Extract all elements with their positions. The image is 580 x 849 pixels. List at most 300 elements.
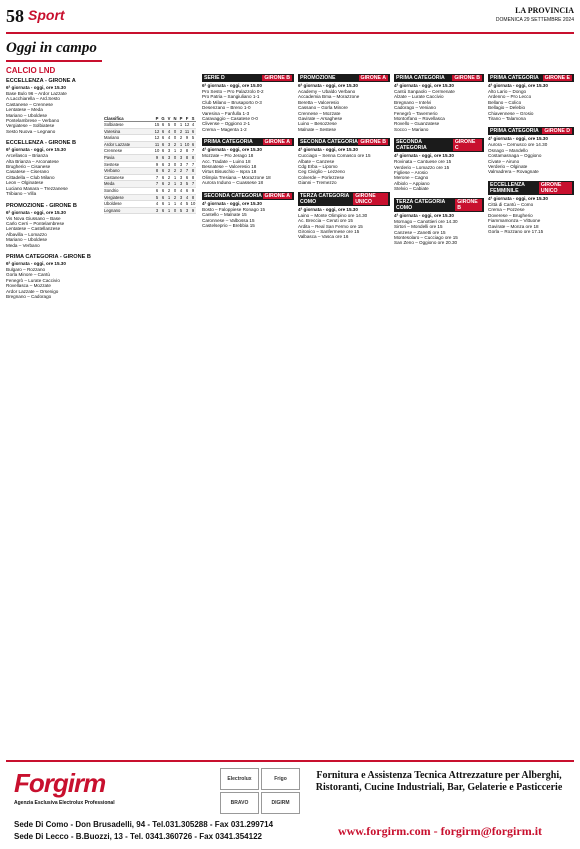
match-line: Vis Nova Giussano – Base	[6, 215, 61, 221]
standings-value: 10	[190, 201, 196, 207]
standings-value: 0	[173, 135, 177, 141]
group-title: ECCELLENZA - GIRONE A	[6, 78, 76, 84]
standings-value: 1	[173, 148, 177, 154]
match-line: Fenegrò – Lurate Caccivio	[6, 277, 60, 283]
standings-value: 9	[185, 135, 189, 141]
standings-value: 7	[191, 148, 195, 154]
standings-value: 6	[161, 128, 165, 134]
match-line: Gianni – Tremezzo	[298, 180, 337, 186]
match-line: Albavilla – Lomazzo	[6, 231, 47, 237]
match-line: Varesina – Fanfulla 1-3	[202, 110, 250, 116]
standings-value: 10	[154, 148, 160, 154]
standings-value: 1	[167, 207, 171, 213]
standings-value: 7	[185, 168, 189, 174]
group-block	[394, 198, 484, 246]
team-name: Crennese	[104, 148, 123, 154]
standings-value: 5	[155, 194, 159, 200]
standings-row	[104, 155, 196, 162]
group-block	[6, 140, 98, 196]
match-line: Leon – Olginatese	[6, 180, 44, 186]
group-tag: GIRONE B	[454, 75, 480, 81]
match-line: Montorfano – Rovellasca	[394, 116, 445, 122]
standings-value: 6	[161, 122, 165, 127]
standings-col-head: F	[185, 116, 189, 121]
match-line: Cantello – Malnate 15	[202, 212, 247, 218]
section-title: Sport	[28, 7, 65, 23]
standings-row	[104, 135, 196, 142]
standings-value: 6	[161, 201, 165, 207]
standings-row	[104, 195, 196, 202]
ad-office-como: Sede Di Como - Don Brusadelli, 94 - Tel.031.305288 - Fax 031.299714	[14, 820, 274, 829]
standings-value: 3	[155, 207, 159, 213]
round-info: 4ª giornata - oggi, ore 15.30	[394, 212, 454, 218]
match-line: Vergiatese – Solbiatese	[6, 123, 55, 129]
standings-value: 2	[179, 135, 183, 141]
standings-value: 11	[154, 141, 160, 147]
standings-col-head: P	[155, 116, 159, 121]
standings-value: 3	[179, 161, 183, 167]
group-title: TERZA CATEGORIA COMO	[396, 198, 446, 211]
standings-value: 8	[191, 174, 195, 180]
match-line: Virtus Bisuschio – Ispra 18	[202, 169, 257, 175]
group-title: ECCELLENZA FEMMINILE	[490, 181, 525, 194]
match-line: Crema – Magenta 1-2	[202, 126, 247, 132]
match-line: Civate – Airuno	[488, 158, 520, 164]
standings-value: 8	[185, 148, 189, 154]
match-line: Ardita – Real San Fermo ore 15	[298, 223, 363, 229]
match-line: Academy – Ubaldo Verbano	[298, 89, 356, 94]
standings-value: 6	[161, 154, 165, 160]
match-line: Ceg Civiglio – Lezzeno	[298, 169, 345, 175]
standings-value: 2	[179, 128, 183, 134]
standings-row	[104, 142, 196, 149]
standings-value: 9	[191, 207, 195, 213]
match-line: Pro Patria – Sangiuliano 1-1	[202, 94, 260, 100]
team-name: Varesina	[104, 128, 121, 134]
match-line: Mariano – Uboldese	[6, 237, 48, 243]
standings-value: 8	[185, 154, 189, 160]
page-number: 58	[6, 6, 24, 26]
team-name: Uboldese	[104, 201, 122, 207]
match-line: Alto Lario – Dongo	[488, 89, 527, 94]
standings-value: 2	[173, 194, 177, 200]
match-line: Mornago – Canottieri ore 14.30	[394, 218, 458, 224]
group-title: SERIE D	[204, 75, 225, 81]
standings-value: 0	[173, 161, 177, 167]
match-line: Aurora – Cernusco ore 14.30	[488, 142, 548, 148]
standings-value: 6	[161, 161, 165, 167]
round-info: 6ª giornata - oggi, ore 15.00	[202, 83, 262, 88]
match-line: Figliese – Arosio	[394, 170, 428, 176]
standings-row	[104, 175, 196, 182]
standings-col-head: G	[161, 116, 165, 121]
match-line: Tribiano – Villa	[6, 191, 37, 197]
standings-value: 5	[185, 181, 189, 187]
round-info: 4ª giornata - oggi, ore 15.30	[394, 83, 454, 88]
group-title: TERZA CATEGORIA COMO	[300, 192, 350, 205]
standings-value: 6	[161, 194, 165, 200]
match-line: Alzate – Lurate Caccivio	[394, 94, 444, 100]
standings-value: 2	[167, 187, 171, 193]
ad-tagline: Agenzia Esclusiva Electrolux Professional	[14, 800, 115, 806]
group-block	[202, 138, 294, 185]
brand-logo: DIGIRM	[261, 792, 300, 814]
standings-row	[104, 129, 196, 136]
match-line: Crema – Pozzese	[488, 207, 525, 213]
group-block	[298, 192, 390, 240]
match-line: Bulgaro – Rozzano	[6, 266, 46, 272]
standings-value: 3	[167, 141, 171, 147]
match-line: Cucciago – Senna Comasco ore 15	[298, 153, 371, 159]
match-line: Stelvio – Cabiate	[394, 186, 429, 192]
standings-value: 5	[185, 201, 189, 207]
team-name: Solbiatese	[104, 122, 124, 127]
standings-title: Classifica	[104, 116, 124, 121]
group-title: PROMOZIONE - GIRONE B	[6, 202, 77, 209]
group-header	[394, 74, 484, 82]
match-line: Bellano – Colico	[488, 99, 522, 105]
match-line: Caravaggio – Casatese 0-0	[202, 116, 258, 122]
match-line: Ac. Breccia – Ceruti ore 15	[298, 218, 353, 224]
standings-row	[104, 162, 196, 169]
match-line: Fenegrò – Tavernerio	[394, 110, 438, 116]
match-line: Bregnano – Intelvi	[394, 99, 432, 105]
column-6	[488, 74, 574, 754]
group-tag: GIRONE B	[264, 75, 290, 81]
round-info: 4ª giornata - oggi, ore 15.30	[298, 206, 358, 212]
match-line: Bregnano – Cadorago	[6, 293, 52, 299]
standings-value: 4	[155, 201, 159, 207]
standings-value: 0	[173, 207, 177, 213]
standings-value: 6	[191, 128, 195, 134]
column-5	[394, 74, 484, 754]
team-name: Verbano	[104, 168, 120, 174]
team-name: Ardor Lazzate	[104, 141, 131, 147]
group-header	[488, 127, 574, 135]
standings-value: 15	[154, 122, 160, 127]
match-line: Alta Brianza – Arconatese	[6, 158, 59, 164]
match-line: Colverde – Porlezzese	[298, 174, 345, 180]
standings-value: 6	[161, 187, 165, 193]
standings-value: 2	[167, 168, 171, 174]
match-line: Rovello – Guanzatese	[394, 121, 440, 127]
standings-value: 6	[161, 148, 165, 154]
match-line: Beretta – Valceresio	[298, 99, 340, 105]
round-info: 4ª giornata - oggi, ore 15.30	[202, 200, 262, 206]
match-line: Socco – Mariano	[394, 126, 429, 132]
standings-value: 9	[155, 154, 159, 160]
standings-value: 1	[179, 122, 183, 127]
standings-value: 7	[191, 161, 195, 167]
standings-value: 12	[154, 128, 160, 134]
standings-value: 2	[179, 168, 183, 174]
standings-row	[104, 201, 196, 208]
match-line: Casatese – Ciserano	[6, 169, 49, 175]
match-line: Besnatese – Valceresio 18	[202, 164, 257, 170]
round-info: 6ª giornata - oggi, ore 15.30	[6, 209, 66, 215]
group-block	[6, 78, 98, 134]
match-line: Rovellasca – Mozzate	[6, 283, 51, 289]
standings-value: 2	[173, 141, 177, 147]
match-line: Sirtori – Mondelli ore 15	[394, 224, 443, 230]
group-tag: GIRONE B	[360, 139, 386, 146]
match-line: Brugherio – Cisanese	[6, 164, 51, 170]
standings-value: 7	[191, 181, 195, 187]
match-line: Rovinata – Cantuese ore 15	[394, 159, 452, 165]
match-line: Chiavennese – Grosio	[488, 110, 534, 116]
group-block	[298, 74, 390, 132]
standings-value: 1	[167, 201, 171, 207]
match-line: Valmadrera – Rovagnate	[488, 169, 539, 175]
standings-value: 4	[179, 201, 183, 207]
ad-brand-logos	[220, 768, 300, 814]
standings-value: 3	[167, 154, 171, 160]
standings-value: 6	[185, 174, 189, 180]
brand-logo: Frigo	[261, 768, 300, 790]
standings-value: 2	[167, 181, 171, 187]
group-title: PRIMA CATEGORIA	[490, 75, 539, 81]
standings-value: 6	[185, 187, 189, 193]
ad-office-lecco: Sede Di Lecco - B.Buozzi, 13 - Tel. 0341.360726 - Fax 0341.354122	[14, 832, 262, 841]
group-tag: GIRONE B	[455, 199, 482, 211]
standings-value: 5	[179, 207, 183, 213]
rubric-title: Oggi in campo	[6, 40, 106, 58]
group-tag: GIRONE A	[264, 139, 290, 146]
standings-value: 2	[179, 148, 183, 154]
group-block	[6, 203, 98, 248]
ad-headline: Fornitura e Assistenza Tecnica Attrezzature per Alberghi, Ristoranti, Cucine Industriali, Bar, Gelaterie e Pasticcerie	[315, 770, 563, 793]
column-4	[298, 74, 390, 754]
standings-value: 1	[167, 194, 171, 200]
standings-value: 6	[161, 168, 165, 174]
standings-value: 3	[185, 207, 189, 213]
standings-value: 8	[191, 154, 195, 160]
match-line: Aurora Induno – Cuassese 18	[202, 180, 264, 186]
match-line: Castanese – Crennese	[6, 101, 53, 107]
ad-website-link[interactable]: www.forgirm.com - forgirm@forgirm.it	[337, 824, 543, 838]
group-block	[488, 181, 574, 234]
standings-value: 4	[167, 128, 171, 134]
match-line: Costamasnaga – Oggiono	[488, 153, 542, 159]
standings-value: 3	[167, 148, 171, 154]
group-header	[394, 138, 484, 152]
match-line: Crennese – Mozzate	[298, 110, 341, 116]
standings-row	[104, 208, 196, 215]
match-line: Osnago – Mandello	[488, 147, 528, 153]
group-tag: GIRONE A	[360, 75, 386, 81]
match-line: Gorla Minore – Cantù	[6, 272, 50, 278]
match-line: Ardor Lazzate – Orsenigo	[6, 288, 59, 294]
team-name: Castanese	[104, 174, 125, 180]
standings-value: 3	[179, 174, 183, 180]
match-line: Albate – Canzese	[298, 158, 335, 164]
group-tag: GIRONE E	[544, 75, 570, 81]
match-line: A.Lacchiarella – Ard.Sesto	[6, 96, 60, 102]
team-name: Mariano	[104, 135, 120, 141]
group-block	[202, 74, 294, 132]
group-title: PROMOZIONE	[300, 75, 336, 81]
match-line: Pro Sesto – Pro Palazzolo 0-2	[202, 89, 264, 94]
calcio-label: CALCIO LND	[6, 66, 56, 75]
standings-row	[104, 181, 196, 188]
standings-value: 5	[191, 135, 195, 141]
match-line: Accademia Bma – Morazzone	[298, 94, 360, 100]
round-info: 4ª giornata - oggi, ore 15.30	[488, 136, 548, 142]
group-title: ECCELLENZA - GIRONE B	[6, 140, 77, 147]
standings-value: 7	[185, 161, 189, 167]
standings-value: 2	[167, 174, 171, 180]
standings-value: 3	[179, 154, 183, 160]
match-line: Cdg Erba – Lipomo	[298, 164, 338, 170]
round-info: 4ª giornata - oggi, ore 15.30	[488, 195, 548, 201]
standings-value: 4	[167, 135, 171, 141]
standings-value: 1	[173, 174, 177, 180]
standings-row	[104, 122, 196, 129]
issue-date: DOMENICA 29 SETTEMBRE 2024	[495, 17, 574, 23]
standings-value: 12	[184, 122, 190, 127]
round-info: 6ª giornata - oggi, ore 15.30	[6, 85, 66, 90]
standings-value: 5	[167, 122, 171, 127]
match-line: Gavirate – Arsaghese	[298, 116, 343, 122]
standings-value: 7	[155, 181, 159, 187]
match-line: Clivense – Oggiono 2-1	[202, 121, 251, 127]
standings-value: 1	[179, 141, 183, 147]
match-line: Lentatese – Castellanzese	[6, 226, 61, 232]
round-info: 4ª giornata - oggi, ore 15.30	[298, 147, 358, 153]
group-block	[488, 74, 574, 121]
standings-value: 0	[173, 187, 177, 193]
standings-value: 4	[179, 187, 183, 193]
match-line: Luciano Manara – Trezzanese	[6, 185, 68, 191]
match-line: Olimpia Tresiana – Morazzone 18	[202, 174, 271, 180]
standings-value: 8	[155, 168, 159, 174]
standings-col-head: P	[179, 116, 183, 121]
standings-row	[104, 168, 196, 175]
round-info: 6ª giornata - oggi, ore 15.30	[6, 260, 66, 266]
match-line: Bosto – Faloppiese Ronago 15	[202, 206, 266, 212]
group-tag: GIRONE UNICO	[353, 193, 388, 205]
team-name: Legnano	[104, 207, 121, 213]
group-header	[298, 138, 390, 146]
match-line: Verderio – Olginate	[488, 164, 528, 170]
match-line: Laino – Monte Olimpino ore 14.30	[298, 212, 368, 218]
group-tag: GIRONE D	[544, 128, 570, 135]
team-name: Sondrio	[104, 187, 119, 193]
match-line: Base Bulo 96 – Ardor Lazzate	[6, 91, 67, 96]
match-line: Bellagio – Delebio	[488, 105, 526, 111]
group-block	[394, 74, 484, 132]
standings-value: 11	[184, 128, 190, 134]
team-name: Meda	[104, 181, 115, 187]
standings-value: 6	[161, 207, 165, 213]
match-line: Gavirate – Monza ore 18	[488, 223, 539, 229]
group-title: PRIMA CATEGORIA	[396, 75, 445, 81]
group-tag: GIRONE UNICO	[539, 182, 572, 194]
match-line: Città di Cantù – Como	[488, 201, 534, 207]
match-line: Ardenno – Pro Lecco	[488, 94, 532, 100]
group-title: PRIMA CATEGORIA	[204, 139, 253, 146]
match-line: Malnate – Sestese	[298, 126, 337, 132]
group-block	[488, 127, 574, 174]
standings-value: 3	[179, 194, 183, 200]
standings-value: 1	[173, 201, 177, 207]
match-line: Cantù Sanpaolo – Cermenate	[394, 89, 455, 94]
standings-col-head: S	[191, 116, 195, 121]
forgirm-advertisement[interactable]	[6, 760, 574, 846]
match-line: San Zeno – Oggiono ore 20.30	[394, 240, 458, 246]
newspaper-name: LA PROVINCIA	[515, 6, 574, 15]
group-block	[202, 192, 294, 229]
match-line: Meda – Verbano	[6, 242, 40, 248]
column-1	[6, 78, 98, 754]
brand-logo: Electrolux	[220, 768, 259, 790]
match-line: Caronnese – Valbossa 15	[202, 217, 255, 223]
standings-value: 3	[179, 181, 183, 187]
forgirm-logo: Forgirm	[14, 768, 106, 798]
group-header	[488, 181, 574, 195]
group-block	[6, 254, 98, 299]
group-header	[202, 192, 294, 200]
match-line: Luino – Besozzese	[298, 121, 337, 127]
team-name: Vergiatese	[104, 194, 124, 200]
standings-value: 6	[161, 135, 165, 141]
standings-value: 6	[191, 141, 195, 147]
match-line: Tirano – Talamona	[488, 116, 526, 122]
match-line: Mozzate – Pro Jerago 18	[202, 153, 254, 159]
match-line: Club Milano – Brusaporto 0-3	[202, 99, 262, 105]
group-header	[394, 198, 484, 212]
group-header	[202, 74, 294, 82]
group-title: PRIMA CATEGORIA	[490, 128, 539, 135]
standings-col-head: N	[173, 116, 177, 121]
masthead	[6, 4, 574, 34]
match-line: Cittadella – Club Milano	[6, 174, 55, 180]
round-info: 6ª giornata - oggi, ore 15.30	[6, 147, 66, 153]
group-block	[298, 138, 390, 185]
column-3	[202, 74, 294, 754]
match-line: Fiammamonza – Vittuone	[488, 218, 541, 224]
column-standings	[104, 116, 196, 326]
group-header	[298, 192, 390, 206]
group-tag: GIRONE A	[264, 192, 290, 199]
match-line: Gironico – Sanfermese ore 15	[298, 228, 360, 234]
group-title: SECONDA CATEGORIA	[300, 139, 358, 146]
standings-value: 12	[154, 135, 160, 141]
round-info: 4ª giornata - oggi, ore 15.30	[394, 153, 454, 159]
team-name: Sestese	[104, 161, 120, 167]
round-info: 4ª giornata - oggi, ore 15.30	[202, 147, 262, 153]
standings-value: 6	[161, 181, 165, 187]
standings-value: 9	[155, 161, 159, 167]
group-title: PRIMA CATEGORIA - GIRONE B	[6, 253, 91, 260]
standings-value: 6	[161, 174, 165, 180]
match-line: Valbasca – Vasca ore 16	[298, 234, 349, 240]
match-line: Acc. Tradate – Luino 18	[202, 158, 251, 164]
match-line: Cadorago – Veniano	[394, 105, 436, 111]
group-tag: GIRONE C	[453, 139, 482, 151]
team-name: Pavia	[104, 154, 115, 160]
group-title: SECONDA CATEGORIA	[396, 139, 427, 152]
match-line: Albiolo – Appiano	[394, 180, 430, 186]
match-line: Lentatese – Meda	[6, 107, 43, 113]
match-line: Carlo Cerri – Pontelambrese	[6, 220, 65, 226]
standings-row	[104, 188, 196, 195]
standings-value: 7	[155, 174, 159, 180]
group-header	[488, 74, 574, 82]
standings-row	[104, 148, 196, 155]
match-line: Doverese – Brugherio	[488, 212, 533, 218]
group-header	[298, 74, 390, 82]
